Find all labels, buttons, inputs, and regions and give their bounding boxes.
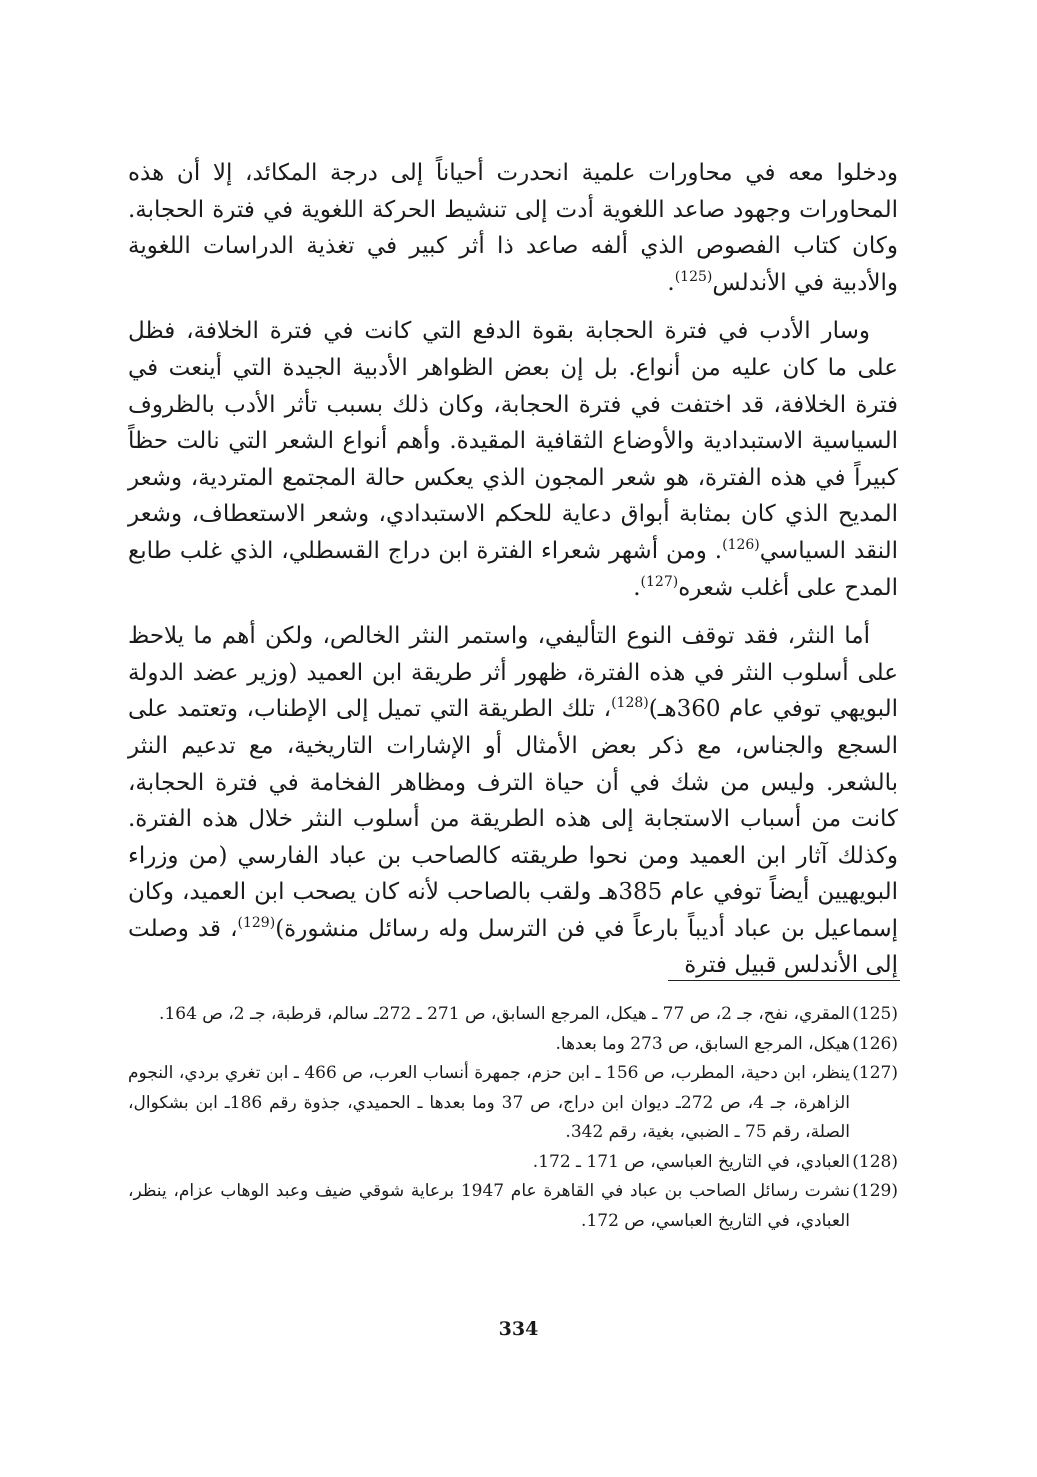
footnote-number: (127) [852, 1063, 898, 1083]
paragraph-3-text-c: ، قد وصلت إلى الأندلس قبيل فترة [128, 915, 898, 979]
footnote-ref-127: (127) [640, 573, 679, 590]
footnote-text: العبادي، في التاريخ العباسي، ص 171 ـ 172. [532, 1151, 850, 1172]
footnote-item [128, 1059, 898, 1148]
footnote-text: ينظر، ابن دحية، المطرب، ص 156 ـ ابن حزم، جمهرة أنساب العرب، ص 466 ـ ابن تغري بردي، النجوم الزاهرة، جـ 4، ص 272ـ ديوان ابن دراج، ص 37 وما بعدها ـ الحميدي، جذوة رقم 186ـ ابن بشكوال، الصلة، رقم 75 ـ الضبي، بغية، رقم 342. [128, 1063, 851, 1142]
footnote-ref-126: (126) [722, 536, 760, 553]
footnote-text: هيكل، المرجع السابق، ص 273 وما بعدها. [555, 1033, 850, 1054]
footnote-separator [668, 980, 900, 981]
footnote-item [128, 1148, 898, 1178]
page-number: 334 [498, 1318, 539, 1340]
paragraph-2-text-a: وسار الأدب في فترة الحجابة بقوة الدفع التي كانت في فترة الخلافة، فظل على ما كان عليه من أنواع. بل إن بعض الظواهر الأدبية الجيدة التي أينعت في فترة الخلافة، قد اختفت في فترة الحجابة، وكان ذلك بسبب تأثر الأدب بالظروف السياسية الاستبدادية والأوضاع الثقافية المقيدة. وأهم أنواع الشعر التي نالت حظاً كبيراً في هذه الفترة، هو شعر المجون الذي يعكس حالة المجتمع المتردية، وشعر المديح الذي كان بمثابة أبواق دعاية للحكم الاستبدادي، وشعر الاستعطاف، وشعر النقد السياسي [128, 318, 898, 564]
footnote-text: نشرت رسائل الصاحب بن عباد في القاهرة عام 1947 برعاية شوقي ضيف وعبد الوهاب عزام، ينظر، العبادي، في التاريخ العباسي، ص 172. [128, 1181, 850, 1231]
footnote-ref-128: (128) [611, 695, 649, 712]
footnote-item [128, 1000, 898, 1030]
footnote-number: (128) [852, 1151, 898, 1172]
main-text [128, 155, 898, 984]
paragraph-2 [128, 313, 898, 606]
footnote-ref-129: (129) [237, 914, 276, 931]
paragraph-3-text-b: ، تلك الطريقة التي تميل إلى الإطناب، وتعتمد على السجع والجناس، مع ذكر بعض الأمثال أو الإشارات التاريخية، مع تدعيم النثر بالشعر. وليس من شك في أن حياة الترف ومظاهر الفخامة في فترة الحجابة، كانت من أسباب الاستجابة إلى هذه الطريقة من أسلوب النثر خلال هذه الفترة. وكذلك آثار ابن العميد ومن نحوا طريقته كالصاحب بن عباد الفارسي (من وزراء البويهيين أيضاً توفي عام 385هـ ولقب بالصاحب لأنه كان يصحب ابن العميد، وكان إسماعيل بن عباد أديباً بارعاً في فن الترسل وله رسائل منشورة) [128, 696, 899, 942]
footnote-number: (126) [852, 1033, 898, 1054]
paragraph-2-end: . [633, 574, 641, 601]
footnote-number: (125) [852, 1004, 898, 1024]
footnote-number: (129) [852, 1181, 898, 1201]
footnote-item [128, 1030, 898, 1060]
paragraph-3 [128, 618, 898, 984]
paragraph-1-text: ودخلوا معه في محاورات علمية انحدرت أحياناً إلى درجة المكائد، إلا أن هذه المحاورات وجهود صاعد اللغوية أدت إلى تنشيط الحركة اللغوية في فترة الحجابة. وكان كتاب الفصوص الذي ألفه صاعد ذا أثر كبير في تغذية الدراسات اللغوية والأدبية في الأندلس [128, 160, 898, 296]
footnote-ref-125: (125) [674, 268, 713, 285]
footnote-item [128, 1177, 898, 1236]
paragraph-3-text-a: أما النثر، فقد توقف النوع التأليفي، واستمر النثر الخالص، ولكن أهم ما يلاحظ على أسلوب النثر في هذه الفترة، ظهور أثر طريقة ابن العميد (وزير عضد الدولة البويهي توفي عام 360هـ) [128, 623, 898, 723]
footnotes [128, 1000, 898, 1236]
paragraph-1-end: . [667, 269, 675, 296]
paragraph-1 [128, 155, 898, 301]
footnote-text: المقري، نفح، جـ 2، ص 77 ـ هيكل، المرجع السابق، ص 271 ـ 272ـ سالم، قرطبة، جـ 2، ص 164. [159, 1004, 850, 1024]
paragraph-2-text-b: . ومن أشهر شعراء الفترة ابن دراج القسطلي، الذي غلب طابع المدح على أغلب شعره [128, 537, 898, 601]
